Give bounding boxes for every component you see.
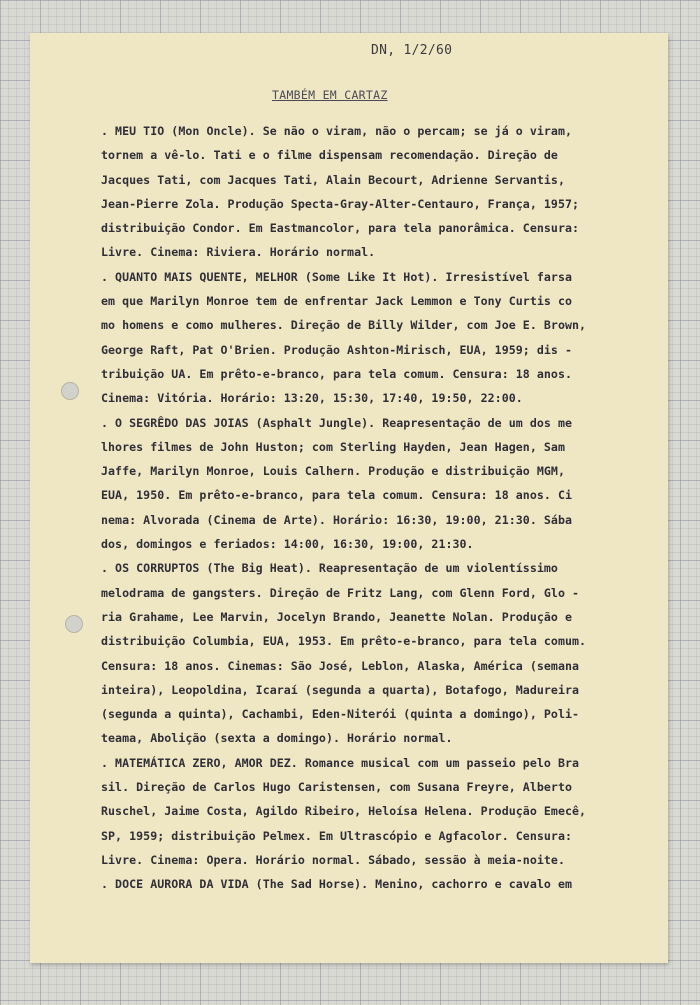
text-line: distribuição Condor. Em Eastmancolor, para tela panorâmica. Censura: (101, 221, 580, 236)
text-line: Livre. Cinema: Opera. Horário normal. Sábado, sessão à meia-noite. (101, 852, 565, 867)
text-line: mo homens e como mulheres. Direção de Billy Wilder, com Joe E. Brown, (101, 318, 587, 333)
text-line: Ruschel, Jaime Costa, Agildo Ribeiro, Heloísa Helena. Produção Emecê, (101, 804, 587, 819)
text-line: SP, 1959; distribuição Pelmex. Em Ultrascópio e Agfacolor. Censura: (101, 828, 573, 843)
text-line: . QUANTO MAIS QUENTE, MELHOR (Some Like It Hot). Irresistível farsa (101, 269, 573, 284)
text-line: . MEU TIO (Mon Oncle). Se não o viram, não o percam; se já o viram, (101, 124, 573, 138)
text-line: . DOCE AURORA DA VIDA (The Sad Horse). Menino, cachorro e cavalo em (101, 877, 573, 892)
text-line: tornem a vê-lo. Tati e o filme dispensam recomendação. Direção de (101, 148, 558, 163)
text-line: . O SEGRÊDO DAS JOIAS (Asphalt Jungle). Reapresentação de um dos me (101, 415, 573, 430)
text-line: lhores filmes de John Huston; com Sterling Hayden, Jean Hagen, Sam (101, 439, 565, 454)
typed-text-body (101, 119, 661, 897)
text-line: (segunda a quinta), Cachambi, Eden-Niterói (quinta a domingo), Poli- (101, 707, 580, 722)
text-line: sil. Direção de Carlos Hugo Caristensen, com Susana Freyre, Alberto (101, 780, 573, 795)
text-line: George Raft, Pat O'Brien. Produção Ashton-Mirisch, EUA, 1959; dis - (101, 342, 573, 357)
text-line: inteira), Leopoldina, Icaraí (segunda a quarta), Botafogo, Madureira (101, 682, 580, 697)
document-date: DN, 1/2/60 (371, 43, 453, 58)
paper-sheet (30, 33, 668, 963)
text-line: . OS CORRUPTOS (The Big Heat). Reapresentação de um violentíssimo (101, 561, 558, 576)
text-line: Cinema: Vitória. Horário: 13:20, 15:30, 17:40, 19:50, 22:00. (101, 391, 523, 406)
text-line: Livre. Cinema: Riviera. Horário normal. (101, 245, 376, 260)
text-line: Censura: 18 anos. Cinemas: São José, Leblon, Alaska, América (semana (101, 658, 580, 673)
text-line: ria Grahame, Lee Marvin, Jocelyn Brando, Jeanette Nolan. Produção e (101, 609, 573, 624)
text-line: distribuição Columbia, EUA, 1953. Em prêto-e-branco, para tela comum. (101, 634, 587, 649)
text-line: teama, Abolição (sexta a domingo). Horário normal. (101, 731, 453, 746)
punch-hole (65, 615, 83, 633)
punch-hole (61, 382, 79, 400)
text-line: melodrama de gangsters. Direção de Fritz Lang, com Glenn Ford, Glo - (101, 585, 580, 600)
text-line: nema: Alvorada (Cinema de Arte). Horário: 16:30, 19:00, 21:30. Sába (101, 512, 573, 527)
text-line: em que Marilyn Monroe tem de enfrentar Jack Lemmon e Tony Curtis co (101, 294, 573, 309)
text-line: . MATEMÁTICA ZERO, AMOR DEZ. Romance musical com um passeio pelo Bra (101, 755, 580, 770)
text-line: EUA, 1950. Em prêto-e-branco, para tela comum. Censura: 18 anos. Ci (101, 488, 573, 503)
document-title: TAMBÉM EM CARTAZ (272, 88, 388, 102)
text-line: Jean-Pierre Zola. Produção Specta-Gray-Alter-Centauro, França, 1957; (101, 196, 580, 211)
text-line: dos, domingos e feriados: 14:00, 16:30, 19:00, 21:30. (101, 537, 474, 552)
text-line: Jaffe, Marilyn Monroe, Louis Calhern. Produção e distribuição MGM, (101, 464, 565, 479)
text-line: tribuição UA. Em prêto-e-branco, para tela comum. Censura: 18 anos. (101, 366, 573, 381)
text-line: Jacques Tati, com Jacques Tati, Alain Becourt, Adrienne Servantis, (101, 172, 565, 187)
